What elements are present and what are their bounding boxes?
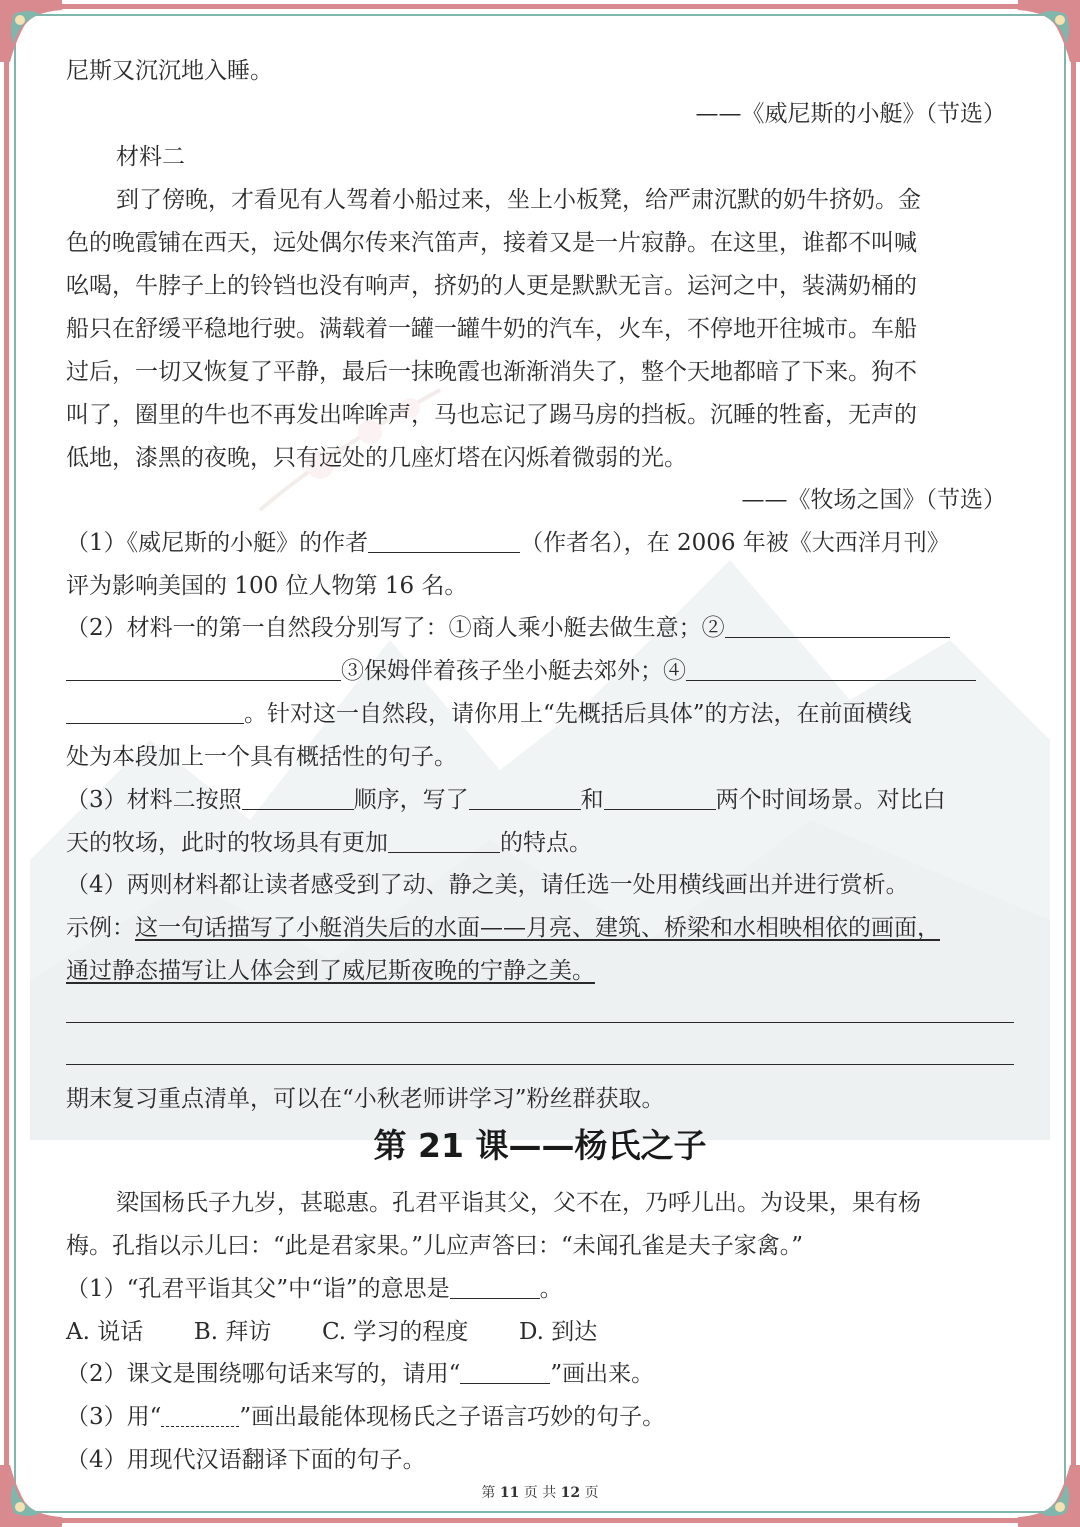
lesson-title: 第 21 课——杨氏之子 [373,1126,707,1165]
passage2-line: 吆喝，牛脖子上的铃铛也没有响声，挤奶的人更是默默无言。运河之中，装满奶桶的 [66,273,917,299]
question-2-cont [66,699,1014,729]
answer-blank[interactable] [469,787,581,810]
question-2-text: ③保姆伴着孩子坐小艇去郊外；④ [341,658,686,684]
answer-blank[interactable] [368,530,520,553]
passage2-line: 到了傍晚，才看见有人驾着小船过来，坐上小板凳，给严肃沉默的奶牛挤奶。金 [116,187,921,213]
lesson-question-2-text: ”画出来。 [550,1361,655,1387]
lesson-question-1-text: 。 [539,1276,563,1302]
question-3-text: 顺序，写了 [353,787,469,813]
page-number: 11 [499,1485,520,1501]
answer-blank[interactable] [450,1276,540,1299]
corner-ornament-icon [1018,0,1080,62]
answer-blank[interactable] [686,658,976,681]
question-2 [66,613,1014,643]
option-b[interactable]: B. 拜访 [193,1319,272,1345]
question-4: （4）两则材料都让读者感受到了动、静之美，请任选一处用横线画出并进行赏析。 [66,872,909,898]
answer-blank[interactable] [604,787,716,810]
passage1-source: ——《威尼斯的小艇》（节选） [695,101,1006,127]
passage2-line: 船只在舒缓平稳地行驶。满载着一罐一罐牛奶的汽车，火车，不停地开往城市。车船 [66,316,917,342]
question-3-text: 和 [580,787,604,813]
footer-text: 页 [584,1485,599,1501]
example-line [66,913,1014,943]
footer-text: 第 [481,1485,496,1501]
page-total: 12 [560,1485,581,1501]
question-1-text: （1）《威尼斯的小艇》的作者 [66,530,369,556]
lesson-question-2 [66,1359,1014,1389]
answer-blank[interactable] [161,1404,239,1427]
question-3-cont [66,828,1014,858]
question-2-text: （2）材料一的第一自然段分别写了：①商人乘小艇去做生意；② [66,615,725,641]
option-list [66,1317,1014,1347]
question-3-text: 两个时间场景。对比白 [715,787,946,813]
passage2-line: 色的晚霞铺在西天，远处偶尔传来汽笛声，接着又是一片寂静。在这里，谁都不叫喊 [66,230,917,256]
footer-text: 页 共 [523,1485,557,1501]
lesson-question-3-text: ”画出最能体现杨氏之子语言巧妙的句子。 [239,1404,666,1430]
option-c[interactable]: C. 学习的程度 [322,1319,469,1345]
question-3-text: （3）材料二按照 [66,787,242,813]
question-2-cont [66,656,1014,686]
notice-text: 期末复习重点清单，可以在“小秋老师讲学习”粉丝群获取。 [66,1086,665,1112]
passage2-line: 叫了，圈里的牛也不再发出哞哞声，马也忘记了踢马房的挡板。沉睡的牲畜，无声的 [66,402,917,428]
question-1-cont: 评为影响美国的 100 位人物第 16 名。 [66,573,468,599]
lesson-text: 梅。孔指以示儿曰：“此是君家果。”儿应声答曰：“未闻孔雀是夫子家禽。” [66,1233,804,1259]
answer-blank[interactable] [388,830,500,853]
passage2-source: ——《牧场之国》（节选） [741,487,1006,513]
lesson-question-1-text: （1）“孔君平诣其父”中“诣”的意思是 [66,1276,450,1302]
passage2-heading: 材料二 [116,144,185,170]
question-1-text: （作者名），在 2006 年被《大西洋月刊》 [520,530,950,556]
answer-blank[interactable] [725,615,950,638]
example-line [66,956,1014,986]
passage1-tail: 尼斯又沉沉地入睡。 [66,58,273,84]
passage2-line: 过后，一切又恢复了平静，最后一抹晚霞也渐渐消失了，整个天地都暗了下来。狗不 [66,359,917,385]
question-3-text: 的特点。 [500,830,592,856]
lesson-question-2-text: （2）课文是围绕哪句话来写的，请用“ [66,1361,461,1387]
lesson-question-4: （4）用现代汉语翻译下面的句子。 [66,1447,426,1473]
passage2-line: 低地，漆黑的夜晚，只有远处的几座灯塔在闪烁着微弱的光。 [66,445,687,471]
corner-ornament-icon [0,0,62,62]
answer-blank[interactable] [242,787,354,810]
option-d[interactable]: D. 到达 [519,1319,598,1345]
lesson-text: 梁国杨氏子九岁，甚聪惠。孔君平诣其父，父不在，乃呼儿出。为设果，果有杨 [116,1190,921,1216]
question-3-text: 天的牧场，此时的牧场具有更加 [66,830,388,856]
lesson-question-3-text: （3）用“ [66,1404,162,1430]
question-1 [66,528,1014,558]
example-text: 通过静态描写让人体会到了威尼斯夜晚的宁静之美。 [66,958,595,984]
answer-blank[interactable] [66,658,341,681]
page-footer [0,1482,1080,1502]
question-2-text: 。针对这一自然段，请你用上“先概括后具体”的方法，在前面横线 [244,701,912,727]
lesson-question-3 [66,1402,1014,1432]
question-2-cont: 处为本段加上一个具有概括性的句子。 [66,744,457,770]
lesson-question-1 [66,1274,1014,1304]
answer-blank[interactable] [66,701,244,724]
option-a[interactable]: A. 说话 [66,1319,144,1345]
answer-blank[interactable] [460,1361,550,1384]
answer-line[interactable] [66,1064,1014,1065]
question-3 [66,785,1014,815]
example-text: 这一句话描写了小艇消失后的水面——月亮、建筑、桥梁和水相映相依的画面， [135,915,940,941]
answer-line[interactable] [66,1022,1014,1023]
example-label: 示例： [66,915,135,941]
